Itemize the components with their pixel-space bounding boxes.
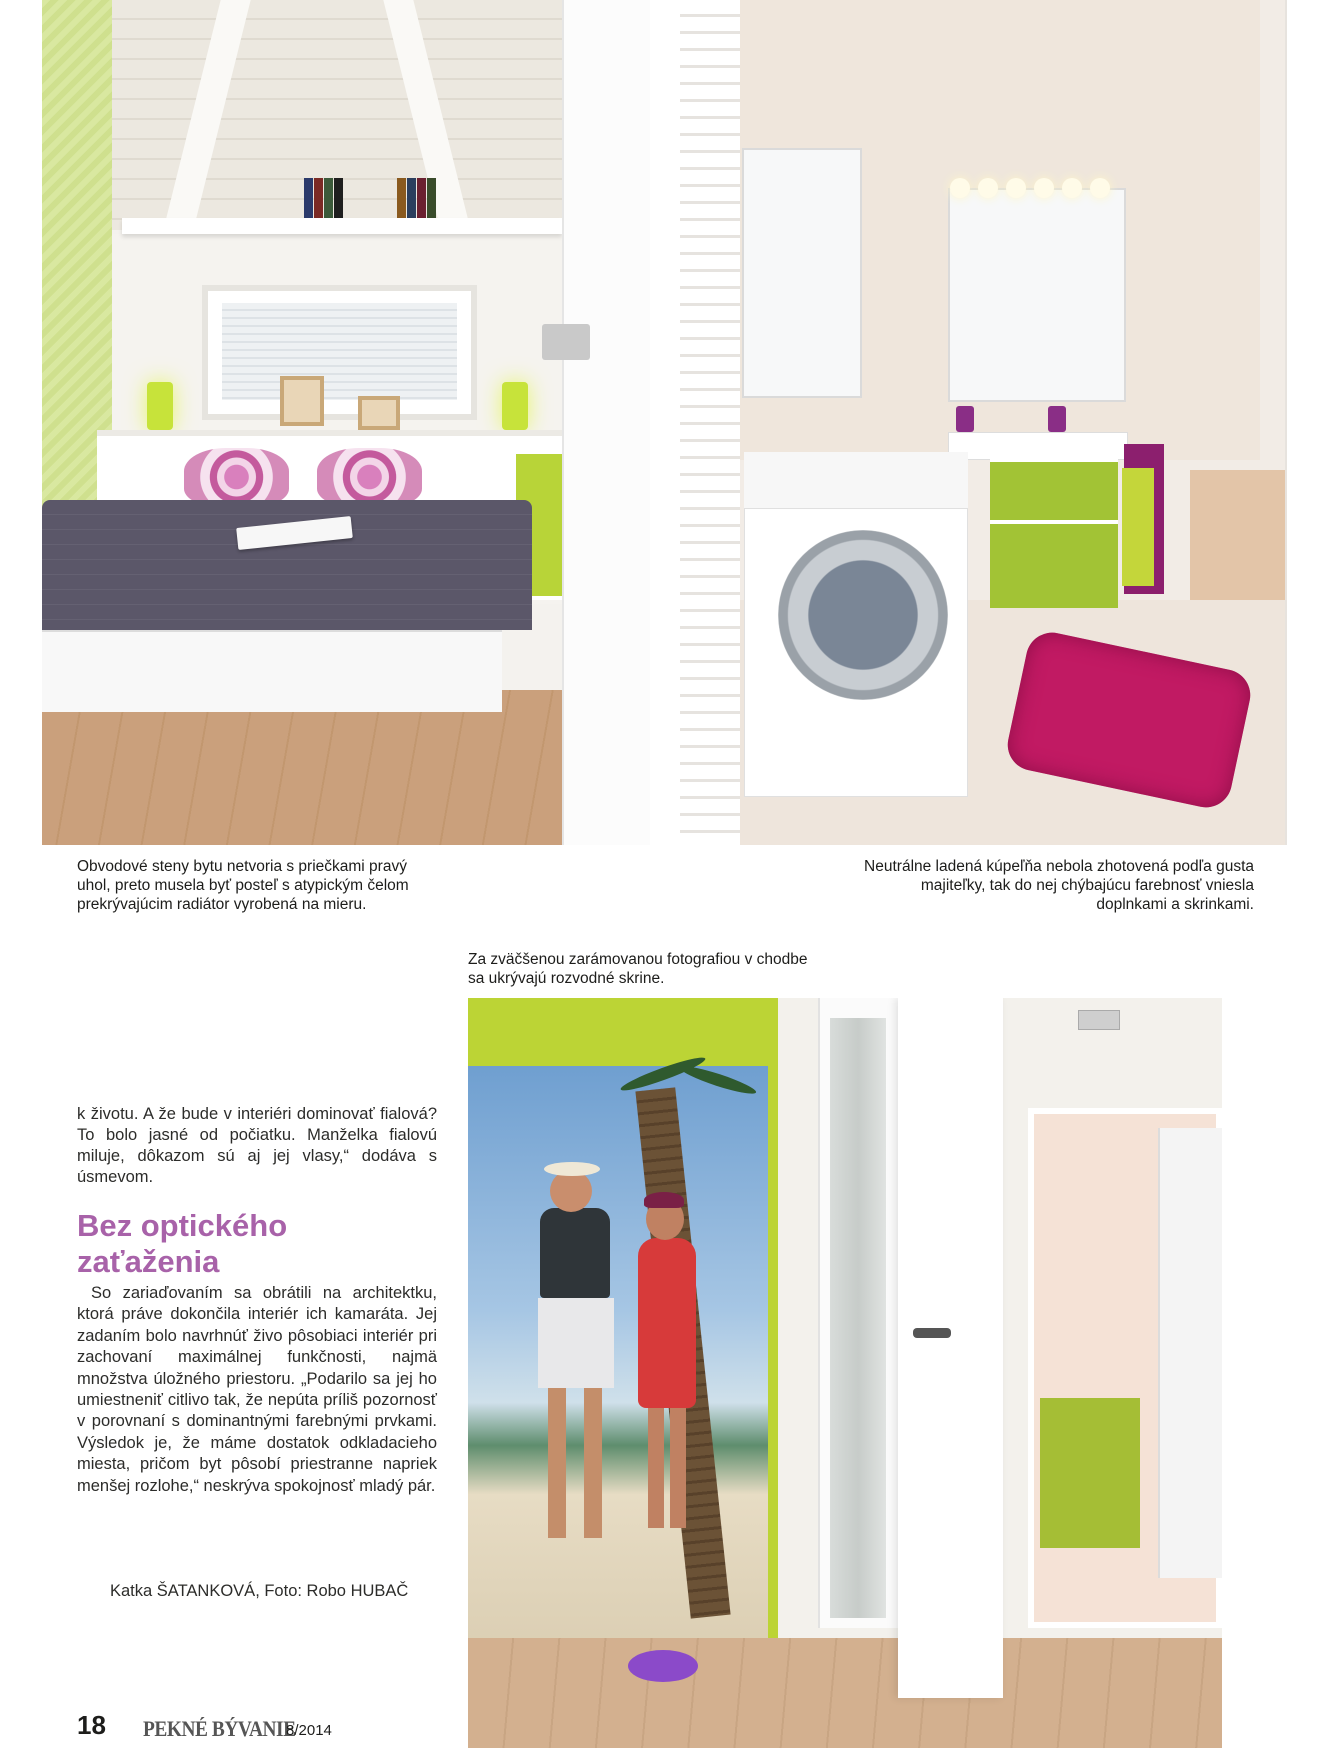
window-blind [222,303,457,400]
washbasin [948,432,1128,460]
slippers [628,1650,698,1682]
book [304,178,313,218]
book [397,178,406,218]
woman-leg [648,1408,664,1528]
man-hat [544,1162,600,1176]
man-shorts [538,1298,614,1388]
caption-hallway: Za zväčšenou zarámovanou fotografiou v chodbe sa ukrývajú rozvodné skrine. [468,951,808,987]
book [324,178,333,218]
hallway-floor [468,1638,1222,1748]
issue-number: 8/2014 [286,1722,332,1739]
book [334,178,343,218]
book-shelf [122,218,562,234]
hallway-photo [468,998,1222,1748]
bathroom-door [1285,0,1329,845]
book [427,178,436,218]
article-paragraph-2: So zariaďovaním sa obrátili na architektku, ktorá práve dokončila interiér ich kamaráta. Jej zadaním bolo navrhnúť živo pôsobiaci interiér pri zachovaní maximálnej funkčnosti, najmä množstva úložného priestoru. „Podarilo sa jej ho umiestneniť citlivo tak, že nepúta príliš pozornosť v porovnaní s dominantnými farebnými prvkami. Výsledok je, že máme dostatok odkladacieho miesta, pričom byt pôsobí priestranne napriek menšej rozlohe,“ neskrýva spokojnosť mladý pár. [77,1284,437,1495]
book [407,178,416,218]
green-towel [1122,468,1154,586]
door-handle [913,1328,951,1338]
book [417,178,426,218]
bedspread-quilting [42,500,532,630]
lamp-left [147,382,173,430]
mirror-cabinet [742,148,862,398]
author-credits: Katka ŠATANKOVÁ, Foto: Robo HUBAČ [110,1582,409,1600]
towel-radiator [680,0,740,845]
wooden-floor [42,690,650,845]
bathroom-mirror [948,188,1126,402]
book [314,178,323,218]
page-number: 18 [77,1710,106,1740]
washer-drum [778,530,948,700]
pillow [317,448,422,506]
shoe-cabinet [1040,1398,1140,1548]
toothbrush-cup [1048,406,1066,432]
cabinet-drawer-line [990,520,1118,524]
mirror-light [1090,178,1110,198]
open-wardrobe-door [898,998,1003,1698]
pillow [184,448,289,506]
door-handle [542,324,590,360]
wardrobe-mirror [830,1018,886,1618]
lamp-right [502,382,528,430]
picture-frame [280,376,324,426]
caption-bedroom: Obvodové steny bytu netvoria s priečkami pravý uhol, preto musela byť posteľ s atypickým čelom prekrývajúcim radiátor vyrobená na mieru. [77,858,409,913]
woman-dress [638,1238,696,1408]
roof-window [202,285,477,420]
bathroom-photo [680,0,1329,845]
bedroom-photo [42,0,650,845]
woman-hair [644,1192,684,1208]
front-door [1158,1128,1222,1578]
washer-control-panel [744,452,968,509]
woman-leg [670,1408,686,1528]
soap-dispenser [956,406,974,432]
picture-frame [358,396,400,430]
man-leg [584,1388,602,1538]
caption-bathroom: Neutrálne ladená kúpeľňa nebola zhotovená podľa gusta majiteľky, tak do nej chýbajúcu farebnosť vniesla doplnkami a skrinkami. [864,858,1254,913]
mirror-light [978,178,998,198]
man-head [550,1170,592,1212]
mirror-light [1034,178,1054,198]
man-leg [548,1388,566,1538]
article-paragraph-1: k životu. A že bude v interiéri dominovať fialová? To bolo jasné od počiatku. Manželka fialovú miluje, dôkazom sú aj jej vlasy,“ dodáva s úsmevom. [77,1105,437,1186]
mirror-light [1062,178,1082,198]
vanity-cabinet [990,458,1118,608]
open-door [562,0,650,845]
bed-frame [42,630,502,712]
man-shirt [540,1208,610,1298]
magazine-name: PEKNÉ BÝVANIE [143,1716,296,1741]
mirror-light [1006,178,1026,198]
mirror-light [950,178,970,198]
section-heading: Bez optického zaťaženia [77,1208,288,1279]
air-vent [1078,1010,1120,1030]
